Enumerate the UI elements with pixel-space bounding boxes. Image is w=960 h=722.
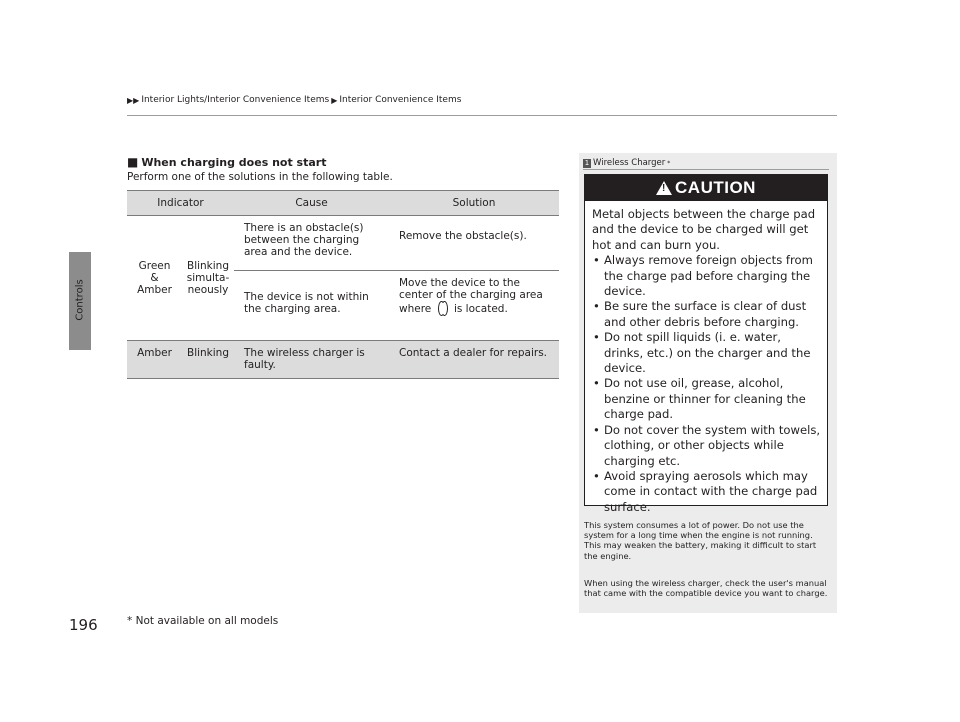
sidebar-note-power: This system consumes a lot of power. Do not use the system for a long time when the engine is not running. This may weaken the battery, making it difficult to start the engine. [584,520,817,561]
list-item: • Do not cover the system with towels, clothing, or other objects while charging etc. [592,423,821,469]
cause-cell: The wireless charger is faulty. [234,341,389,379]
table-row [127,341,559,379]
page-number: 196 [69,616,98,634]
indicator-color: Green & Amber [127,216,182,341]
list-item: • Do not spill liquids (i. e. water, drinks, etc.) on the charger and the device. [592,330,821,376]
solution-cell: Move the device to the center of the charging area where is located. [389,271,559,341]
indicator-state: Blinking [182,341,234,379]
caution-box [584,174,828,514]
reference-number-icon: 1 [584,158,590,167]
breadcrumb-item[interactable]: Interior Convenience Items [339,95,462,105]
section-marker-icon: ■ [127,155,139,169]
solution-cell: Remove the obstacle(s). [389,216,559,271]
solution-cell: Contact a dealer for repairs. [389,341,559,379]
solutions-table [127,190,559,379]
list-item: • Always remove foreign objects from the charge pad before charging the device. [592,253,821,299]
warning-triangle-icon [656,181,672,195]
caution-intro: Metal objects between the charge pad and the device to be charged will get hot and can burn you. [592,207,816,252]
header-indicator: Indicator [127,191,234,216]
indicator-color: Amber [127,341,182,379]
sidebar-heading: 1 Wireless Charger * [584,158,671,168]
header-cause: Cause [234,191,389,216]
caution-body [585,201,827,515]
list-item: • Do not use oil, grease, alcohol, benzine or thinner for cleaning the charge pad. [592,376,821,422]
table-row [127,216,559,271]
sidebar-divider [583,169,829,170]
section-intro: Perform one of the solutions in the following table. [127,171,393,183]
indicator-state: Blinking simulta-neously [182,216,234,341]
breadcrumb-item[interactable]: Interior Lights/Interior Convenience Items [141,95,330,105]
breadcrumb-arrow-icon: ▶ [331,95,338,105]
cause-cell: The device is not within the charging area. [234,271,389,341]
wireless-charge-icon [438,301,448,314]
caution-header: ! CAUTION [585,175,827,201]
header-divider [127,115,837,116]
sidebar-note-manual: When using the wireless charger, check the user's manual that came with the compatible device you want to charge. [584,578,828,599]
section-tab-label: Controls [74,279,86,321]
caution-list [592,253,821,515]
sidebar-title-link[interactable]: Wireless Charger [593,158,666,168]
header-solution: Solution [389,191,559,216]
list-item: • Avoid spraying aerosols which may come in contact with the charge pad surface. [592,469,821,515]
section-title: ■ When charging does not start [127,155,327,169]
list-item: • Be sure the surface is clear of dust and other debris before charging. [592,299,821,330]
breadcrumb-arrow-icon: ▶▶ [127,95,140,105]
footnote: * Not available on all models [127,615,279,627]
cause-cell: There is an obstacle(s) between the charging area and the device. [234,216,389,271]
breadcrumb [127,95,461,105]
table-header-row [127,191,559,216]
